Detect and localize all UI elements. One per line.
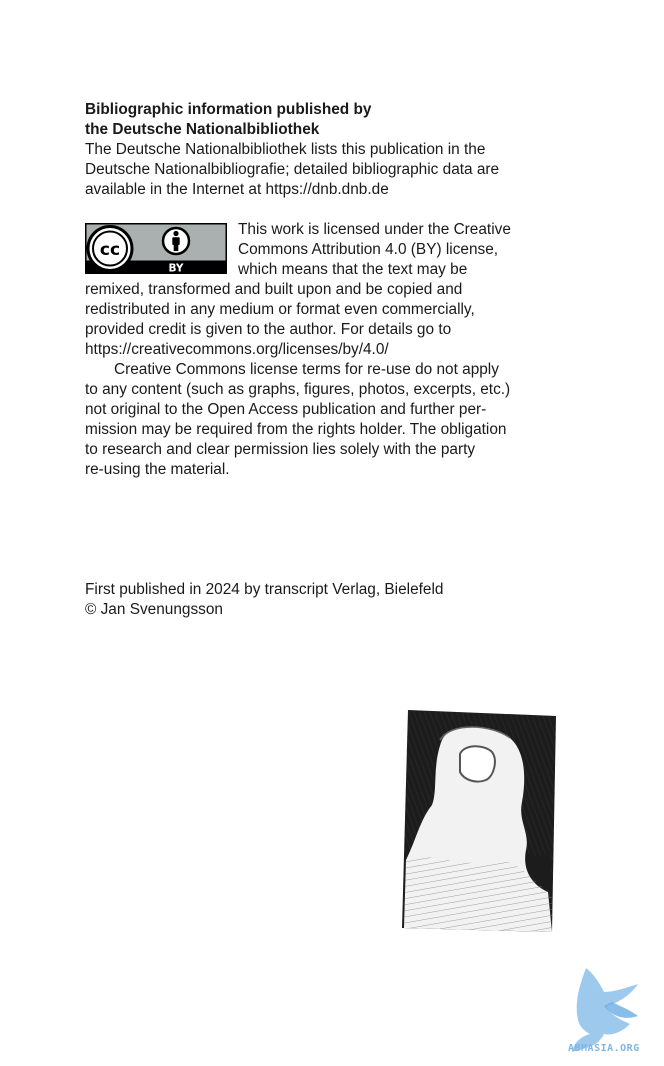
license-line: remixed, transformed and built upon and be copied and (85, 281, 463, 298)
license-line: Commons Attribution 4.0 (BY) license, (238, 241, 499, 258)
bibliographic-heading-line-2: the Deutsche Nationalbibliothek (85, 121, 320, 138)
bibliographic-body-line: Deutsche Nationalbibliografie; detailed bibliographic data are (85, 161, 500, 178)
license-note-line: re-using the material. (85, 461, 230, 478)
bibliographic-body (85, 140, 555, 200)
license-note-line: mission may be required from the rights holder. The obligation (85, 421, 507, 438)
license-line: provided credit is given to the author. For details go to (85, 321, 452, 338)
publication-info (85, 580, 555, 620)
license-line: which means that the text may be (238, 261, 468, 278)
license-line: This work is licensed under the Creative (238, 221, 511, 238)
bibliographic-heading-line-1: Bibliographic information published by (85, 101, 372, 118)
bibliographic-body-line: available in the Internet at https://dnb.dnb.de (85, 181, 389, 198)
cc-label: cc (99, 240, 121, 260)
license-note-line: to research and clear permission lies solely with the party (85, 441, 476, 458)
bibliographic-heading (85, 100, 555, 140)
license-line: redistributed in any medium or format even commercially, (85, 301, 475, 318)
first-published-line: First published in 2024 by transcript Verlag, Bielefeld (85, 581, 444, 598)
license-note-line: not original to the Open Access publication and further per- (85, 401, 487, 418)
license-text (85, 220, 555, 480)
license-note-line: to any content (such as graphs, figures, photos, excerpts, etc.) (85, 381, 511, 398)
license-note-line: Creative Commons license terms for re-use do not apply (114, 361, 499, 378)
watermark-text: ABMASIA.ORG (568, 1043, 640, 1054)
by-label: BY (168, 262, 184, 274)
license-url: https://creativecommons.org/licenses/by/4.0/ (85, 341, 389, 358)
sketch-illustration (402, 710, 558, 932)
bibliographic-body-line: The Deutsche Nationalbibliothek lists this publication in the (85, 141, 486, 158)
copyright-line: © Jan Svenungsson (85, 601, 223, 618)
